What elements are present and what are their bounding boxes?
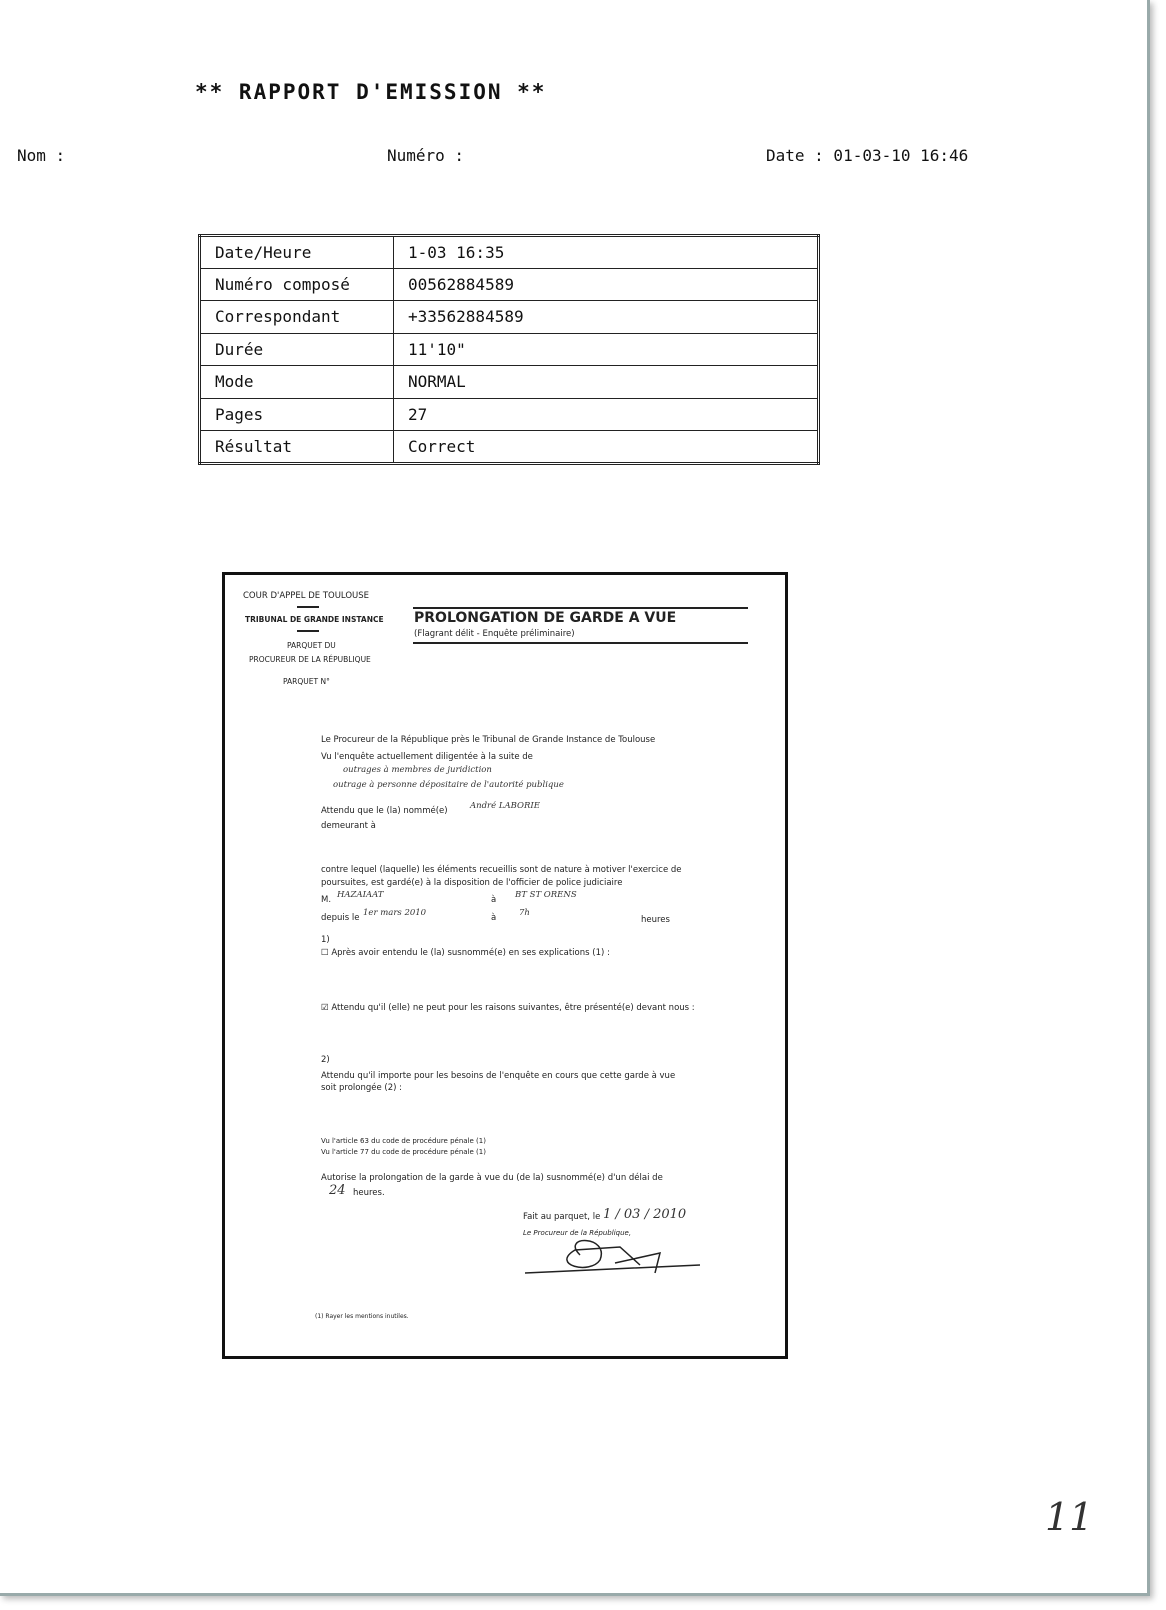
article-77: Vu l'article 77 du code de procédure pénale (1)	[321, 1148, 486, 1156]
form-text: à	[491, 913, 497, 923]
handwritten-text: outrages à membres de juridiction	[343, 765, 492, 775]
form-text: heures.	[353, 1188, 385, 1198]
handwritten-text: 1er mars 2010	[363, 908, 427, 918]
form-text: Autorise la prolongation de la garde à vue du (de la) susnommé(e) d'un délai de	[321, 1173, 663, 1183]
parquet-label: PARQUET DU	[287, 641, 336, 650]
form-text: 2)	[321, 1055, 330, 1065]
procureur-label: PROCUREUR DE LA RÉPUBLIQUE	[249, 655, 371, 664]
table-row: Pages 27	[200, 398, 819, 431]
numero-label: Numéro :	[387, 146, 465, 165]
handwritten-date: 1 / 03 / 2010	[603, 1207, 687, 1222]
form-text: depuis le	[321, 913, 360, 923]
table-row: Mode NORMAL	[200, 366, 819, 399]
form-text: soit prolongée (2) :	[321, 1083, 403, 1093]
form-text: Le Procureur de la République près le Tribunal de Grande Instance de Toulouse	[321, 735, 656, 745]
checkbox-option: ☐ Après avoir entendu le (la) susnommé(e) en ses explications (1) :	[321, 948, 610, 958]
court-name: COUR D'APPEL DE TOULOUSE	[243, 591, 370, 601]
table-row: Correspondant +33562884589	[200, 301, 819, 334]
table-row: Résultat Correct	[200, 431, 819, 464]
faxed-form	[222, 572, 788, 1359]
page-number: 11	[1045, 1495, 1094, 1539]
handwritten-text: outrage à personne dépositaire de l'autorité publique	[333, 780, 564, 790]
checkbox-option-checked: ☑ Attendu qu'il (elle) ne peut pour les raisons suivantes, être présenté(e) devant nous :	[321, 1003, 695, 1013]
form-text: contre lequel (laquelle) les éléments recueillis sont de nature à motiver l'exercice de	[321, 865, 682, 875]
footnote: (1) Rayer les mentions inutiles.	[315, 1313, 409, 1320]
signature	[520, 1235, 710, 1280]
article-63-struck: Vu l'article 63 du code de procédure pénale (1)	[321, 1137, 486, 1145]
form-subtitle: (Flagrant délit - Enquête préliminaire)	[414, 629, 575, 639]
nom-label: Nom :	[17, 146, 66, 165]
form-text: à	[491, 895, 497, 905]
parquet-number: PARQUET N°	[283, 677, 330, 686]
form-text: heures	[641, 915, 670, 925]
form-text: 1)	[321, 935, 330, 945]
tribunal-name: TRIBUNAL DE GRANDE INSTANCE	[245, 615, 384, 624]
table-row: Durée 11'10"	[200, 333, 819, 366]
form-text: poursuites, est gardé(e) à la disposition de l'officier de police judiciaire	[321, 878, 623, 888]
form-text: Le Procureur de la République,	[523, 1229, 632, 1237]
report-date: Date : 01-03-10 16:46	[766, 146, 969, 165]
form-text: M.	[321, 895, 332, 905]
form-text: Vu l'enquête actuellement diligentée à la suite de	[321, 752, 533, 762]
form-text: demeurant à	[321, 821, 376, 831]
form-text: Attendu qu'il importe pour les besoins de l'enquête en cours que cette garde à vue	[321, 1071, 676, 1081]
handwritten-text: 7h	[519, 908, 530, 918]
form-text: Attendu que le (la) nommé(e)	[321, 806, 448, 816]
handwritten-text: BT ST ORENS	[515, 890, 577, 900]
handwritten-name: André LABORIE	[470, 801, 540, 811]
transmission-table	[198, 234, 820, 465]
form-text: Fait au parquet, le	[523, 1212, 601, 1222]
form-title: PROLONGATION DE GARDE A VUE	[414, 610, 677, 626]
table-row: Date/Heure 1-03 16:35	[200, 236, 819, 269]
handwritten-text: HAZAIAAT	[337, 890, 384, 900]
table-row: Numéro composé 00562884589	[200, 268, 819, 301]
handwritten-text: 24	[329, 1183, 346, 1198]
report-title: ** RAPPORT D'EMISSION **	[195, 80, 547, 104]
